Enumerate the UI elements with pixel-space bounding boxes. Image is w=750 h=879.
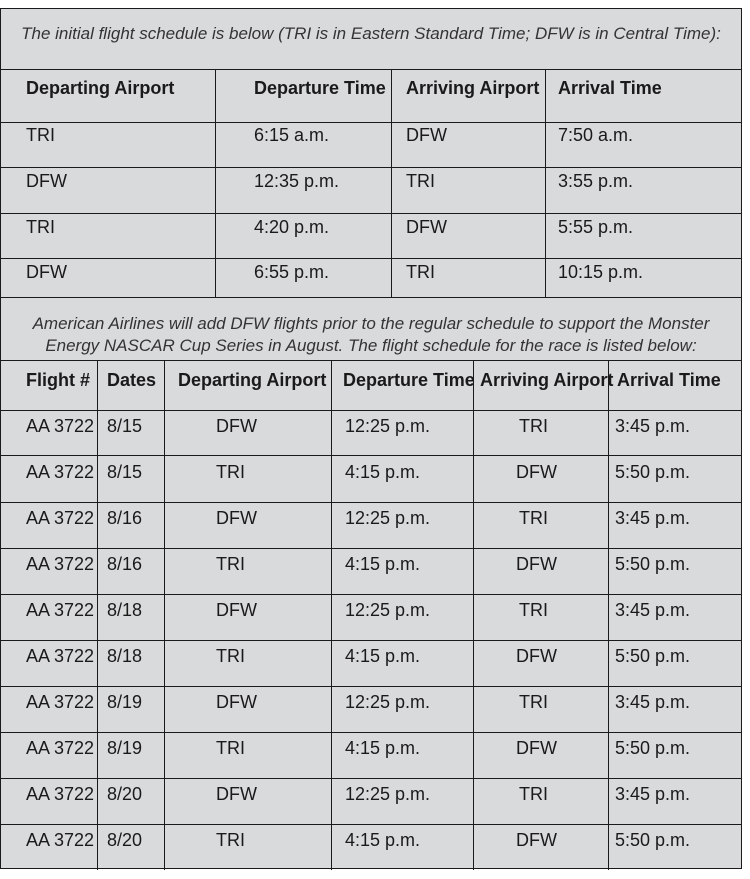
table-cell: 7:50 a.m. (558, 125, 634, 145)
table-cell: 4:15 p.m. (345, 738, 421, 758)
table-cell: 4:15 p.m. (345, 646, 421, 666)
table-column-divider (97, 360, 98, 870)
table-cell: TRI (26, 125, 55, 145)
table-cell: 12:25 p.m. (345, 784, 431, 804)
table-cell: TRI (519, 416, 548, 436)
table-cell: DFW (406, 217, 447, 237)
table-cell: 8/20 (107, 784, 143, 804)
table-cell: 12:35 p.m. (254, 171, 340, 191)
table-cell: 8/16 (107, 508, 143, 528)
table-cell: 8/19 (107, 738, 143, 758)
table-cell: 4:15 p.m. (345, 830, 421, 850)
table-cell: 5:50 p.m. (615, 646, 691, 666)
table-cell: 12:25 p.m. (345, 508, 431, 528)
table-cell: AA 3722 (26, 554, 95, 574)
table-cell: TRI (216, 462, 245, 482)
column-header: Departing Airport (26, 78, 175, 98)
table-rule (1, 732, 741, 733)
table-cell: 4:20 p.m. (254, 217, 330, 237)
table-cell: 6:15 a.m. (254, 125, 330, 145)
table-rule (1, 594, 741, 595)
table-cell: 12:25 p.m. (345, 416, 431, 436)
table-cell: 8/18 (107, 600, 143, 620)
column-header: Arrival Time (617, 370, 721, 390)
table-cell: DFW (26, 171, 67, 191)
table-cell: 3:55 p.m. (558, 171, 634, 191)
table-cell: DFW (516, 462, 557, 482)
table-column-divider (164, 360, 165, 870)
table-cell: DFW (516, 738, 557, 758)
table-cell: 5:50 p.m. (615, 830, 691, 850)
table-cell: TRI (406, 171, 435, 191)
table-cell: DFW (26, 262, 67, 282)
table-rule (1, 167, 741, 168)
table-cell: 5:55 p.m. (558, 217, 634, 237)
table-rule (1, 360, 741, 361)
table-cell: AA 3722 (26, 830, 95, 850)
table-cell: 6:55 p.m. (254, 262, 330, 282)
table-rule (1, 686, 741, 687)
race-note: American Airlines will add DFW flights prior to the regular schedule to support the Monster Energy NASCAR Cup Series in August. The flight schedule for the race is listed below: (32, 314, 710, 355)
table-cell: AA 3722 (26, 508, 95, 528)
intro-note: The initial flight schedule is below (TRI is in Eastern Standard Time; DFW is in Central Time): (21, 24, 721, 43)
table-cell: 3:45 p.m. (615, 508, 691, 528)
table-cell: TRI (216, 830, 245, 850)
table-rule (1, 410, 741, 411)
table-cell: AA 3722 (26, 462, 95, 482)
table-rule (1, 297, 741, 298)
table-cell: AA 3722 (26, 784, 95, 804)
table-cell: 8/15 (107, 416, 143, 436)
column-header: Arriving Airport (406, 78, 540, 98)
table-cell: 8/16 (107, 554, 143, 574)
table-column-divider (331, 360, 332, 870)
column-header: Flight # (26, 370, 90, 390)
table-cell: TRI (519, 600, 548, 620)
table-cell: AA 3722 (26, 416, 95, 436)
table-cell: DFW (406, 125, 447, 145)
column-header: Departure Time (343, 370, 475, 390)
table-rule (1, 548, 741, 549)
table-cell: AA 3722 (26, 646, 95, 666)
table-rule (1, 778, 741, 779)
table-cell: 12:25 p.m. (345, 692, 431, 712)
table-cell: 10:15 p.m. (558, 262, 644, 282)
table-cell: TRI (216, 738, 245, 758)
table-cell: 3:45 p.m. (615, 416, 691, 436)
table-rule (1, 122, 741, 123)
table-cell: 3:45 p.m. (615, 784, 691, 804)
flight-schedule-sheet (0, 8, 742, 869)
column-header: Arriving Airport (480, 370, 614, 390)
table-cell: DFW (216, 692, 257, 712)
table-rule (1, 502, 741, 503)
table-cell: 8/18 (107, 646, 143, 666)
table-cell: DFW (216, 508, 257, 528)
table-column-divider (608, 360, 609, 870)
table-cell: 5:50 p.m. (615, 462, 691, 482)
table-rule (1, 824, 741, 825)
table-cell: TRI (26, 217, 55, 237)
table-cell: 8/20 (107, 830, 143, 850)
table-cell: DFW (516, 554, 557, 574)
table-cell: 8/19 (107, 692, 143, 712)
table-cell: DFW (516, 830, 557, 850)
table-cell: 8/15 (107, 462, 143, 482)
table-rule (1, 455, 741, 456)
table-cell: 5:50 p.m. (615, 554, 691, 574)
column-header: Arrival Time (558, 78, 662, 98)
table-cell: AA 3722 (26, 738, 95, 758)
table-column-divider (215, 69, 216, 297)
table-cell: TRI (406, 262, 435, 282)
table-cell: TRI (519, 508, 548, 528)
table-cell: AA 3722 (26, 692, 95, 712)
table-cell: 3:45 p.m. (615, 600, 691, 620)
column-header: Departing Airport (178, 370, 327, 390)
column-header: Dates (107, 370, 157, 390)
table-cell: 4:15 p.m. (345, 462, 421, 482)
table-cell: 5:50 p.m. (615, 738, 691, 758)
table-cell: DFW (216, 600, 257, 620)
table-cell: TRI (216, 646, 245, 666)
table-cell: TRI (519, 784, 548, 804)
table-cell: DFW (216, 784, 257, 804)
table-rule (1, 640, 741, 641)
table-cell: 3:45 p.m. (615, 692, 691, 712)
table-cell: TRI (519, 692, 548, 712)
table-cell: DFW (516, 646, 557, 666)
table-column-divider (391, 69, 392, 297)
table-rule (1, 69, 741, 70)
table-rule (1, 258, 741, 259)
column-header: Departure Time (254, 78, 386, 98)
table-cell: TRI (216, 554, 245, 574)
table-rule (1, 213, 741, 214)
table-column-divider (545, 69, 546, 297)
table-column-divider (473, 360, 474, 870)
table-cell: AA 3722 (26, 600, 95, 620)
table-cell: 12:25 p.m. (345, 600, 431, 620)
table-cell: DFW (216, 416, 257, 436)
table-cell: 4:15 p.m. (345, 554, 421, 574)
